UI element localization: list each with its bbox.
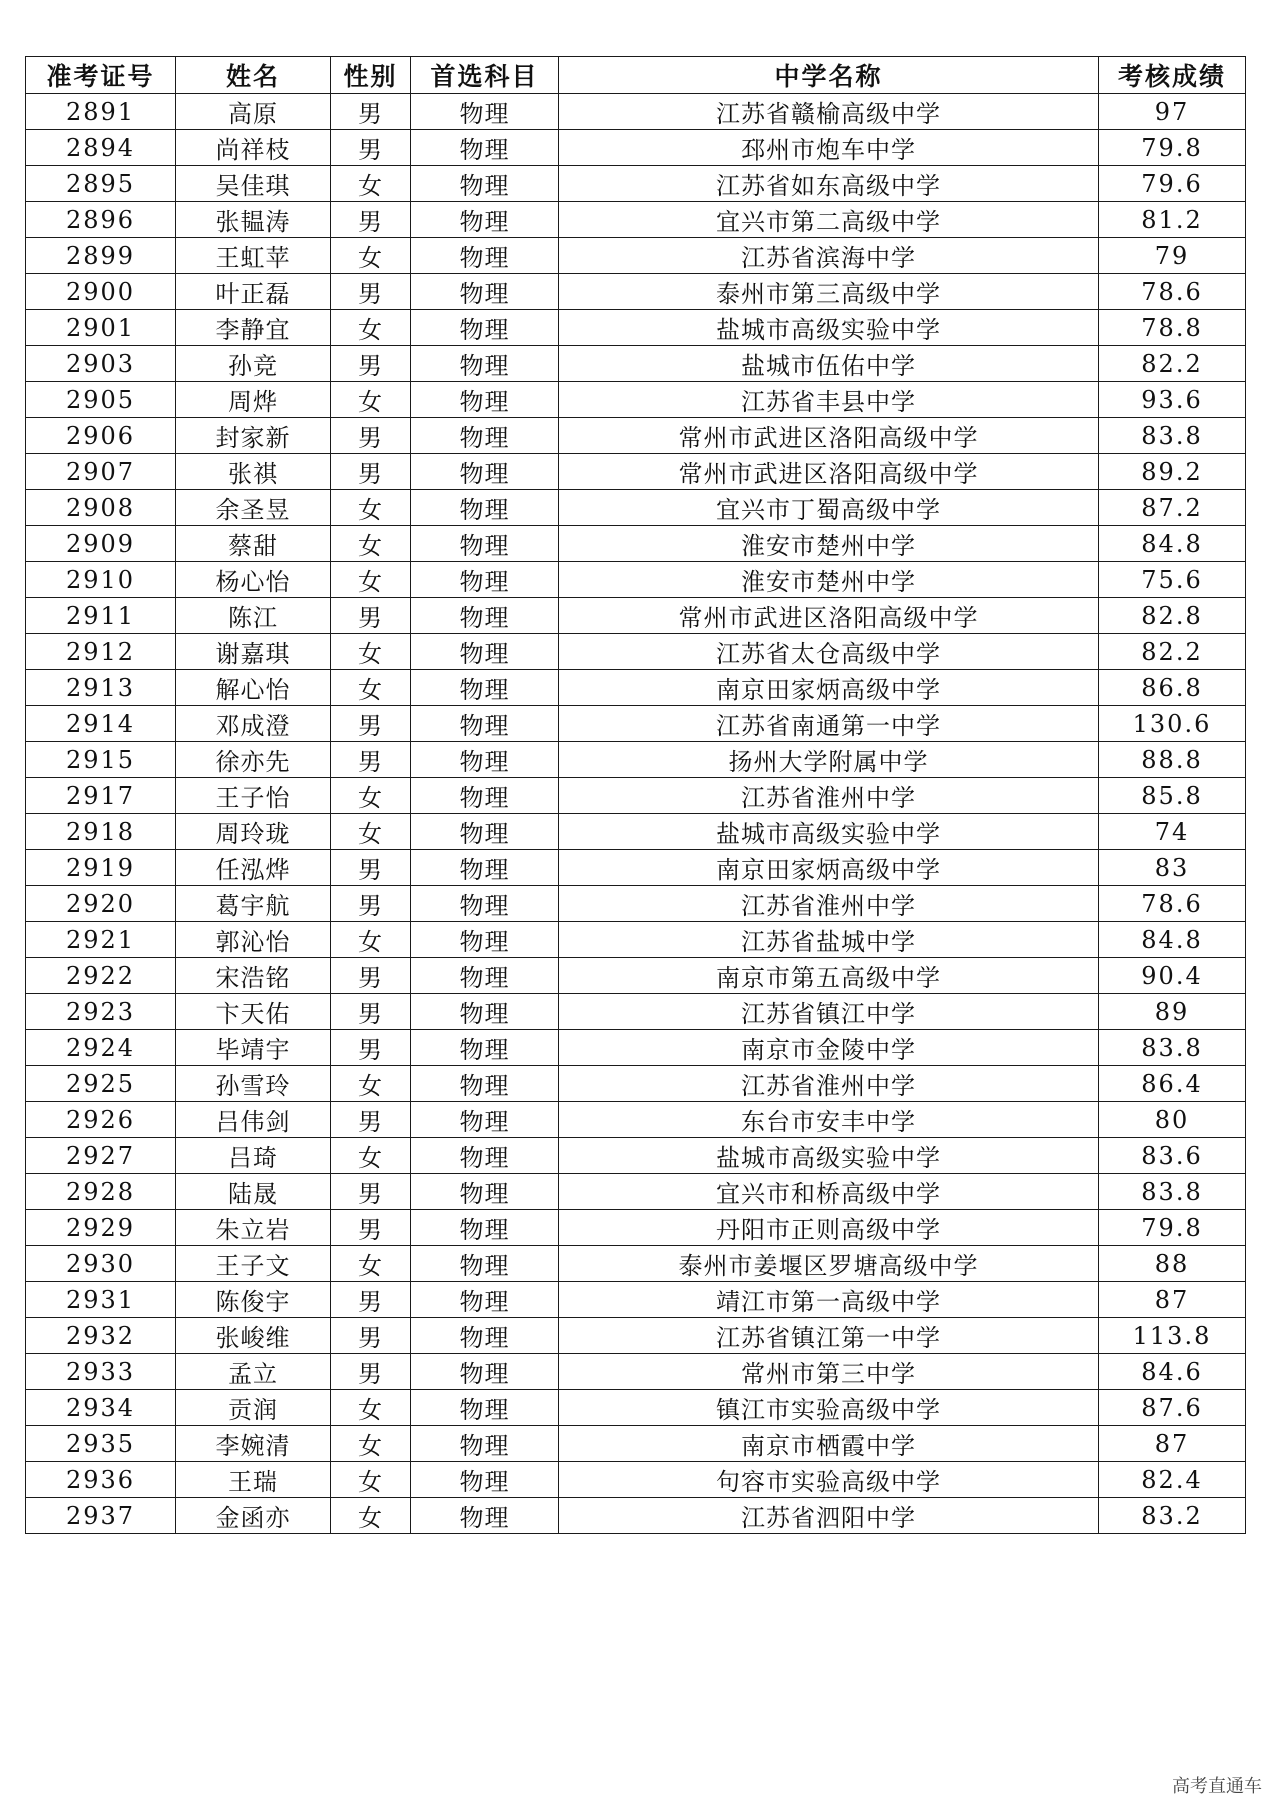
cell-score: 79.6	[1099, 166, 1246, 202]
table-body	[26, 94, 1246, 1534]
cell-gender: 女	[331, 634, 411, 670]
cell-exam-id: 2909	[26, 526, 176, 562]
cell-subject: 物理	[411, 1282, 559, 1318]
cell-exam-id: 2927	[26, 1138, 176, 1174]
cell-score: 86.4	[1099, 1066, 1246, 1102]
cell-name: 封家新	[176, 418, 331, 454]
cell-gender: 女	[331, 814, 411, 850]
cell-name: 朱立岩	[176, 1210, 331, 1246]
cell-score: 89	[1099, 994, 1246, 1030]
cell-name: 尚祥枝	[176, 130, 331, 166]
cell-gender: 男	[331, 274, 411, 310]
cell-exam-id: 2935	[26, 1426, 176, 1462]
table-row	[26, 1390, 1246, 1426]
cell-school: 江苏省淮州中学	[559, 1066, 1099, 1102]
cell-score: 87	[1099, 1282, 1246, 1318]
cell-gender: 女	[331, 526, 411, 562]
cell-name: 李婉清	[176, 1426, 331, 1462]
cell-name: 贡润	[176, 1390, 331, 1426]
cell-gender: 男	[331, 850, 411, 886]
cell-gender: 男	[331, 1174, 411, 1210]
cell-exam-id: 2908	[26, 490, 176, 526]
table-row	[26, 1030, 1246, 1066]
cell-school: 常州市武进区洛阳高级中学	[559, 454, 1099, 490]
cell-subject: 物理	[411, 1390, 559, 1426]
cell-exam-id: 2899	[26, 238, 176, 274]
cell-exam-id: 2910	[26, 562, 176, 598]
cell-gender: 男	[331, 1318, 411, 1354]
cell-exam-id: 2914	[26, 706, 176, 742]
table-row	[26, 274, 1246, 310]
cell-exam-id: 2928	[26, 1174, 176, 1210]
cell-gender: 女	[331, 1066, 411, 1102]
cell-gender: 女	[331, 238, 411, 274]
cell-score: 90.4	[1099, 958, 1246, 994]
cell-subject: 物理	[411, 814, 559, 850]
cell-score: 82.8	[1099, 598, 1246, 634]
cell-exam-id: 2922	[26, 958, 176, 994]
header-name: 姓名	[176, 57, 331, 94]
cell-subject: 物理	[411, 886, 559, 922]
cell-exam-id: 2905	[26, 382, 176, 418]
table-row	[26, 850, 1246, 886]
cell-subject: 物理	[411, 1030, 559, 1066]
cell-school: 丹阳市正则高级中学	[559, 1210, 1099, 1246]
cell-name: 张祺	[176, 454, 331, 490]
cell-exam-id: 2930	[26, 1246, 176, 1282]
cell-subject: 物理	[411, 310, 559, 346]
cell-name: 郭沁怡	[176, 922, 331, 958]
cell-school: 镇江市实验高级中学	[559, 1390, 1099, 1426]
table-row	[26, 1426, 1246, 1462]
cell-gender: 男	[331, 1102, 411, 1138]
cell-subject: 物理	[411, 526, 559, 562]
cell-exam-id: 2936	[26, 1462, 176, 1498]
cell-school: 江苏省盐城中学	[559, 922, 1099, 958]
cell-subject: 物理	[411, 1210, 559, 1246]
cell-name: 张峻维	[176, 1318, 331, 1354]
admission-results-table	[25, 56, 1246, 1534]
cell-exam-id: 2907	[26, 454, 176, 490]
cell-exam-id: 2894	[26, 130, 176, 166]
cell-gender: 男	[331, 418, 411, 454]
cell-school: 南京田家炳高级中学	[559, 850, 1099, 886]
cell-subject: 物理	[411, 274, 559, 310]
cell-subject: 物理	[411, 922, 559, 958]
cell-exam-id: 2918	[26, 814, 176, 850]
cell-gender: 女	[331, 1390, 411, 1426]
cell-exam-id: 2920	[26, 886, 176, 922]
cell-name: 陈俊宇	[176, 1282, 331, 1318]
cell-school: 盐城市伍佑中学	[559, 346, 1099, 382]
header-row	[26, 57, 1246, 94]
cell-name: 孟立	[176, 1354, 331, 1390]
cell-gender: 女	[331, 310, 411, 346]
cell-school: 南京市金陵中学	[559, 1030, 1099, 1066]
cell-subject: 物理	[411, 382, 559, 418]
cell-gender: 女	[331, 1426, 411, 1462]
cell-score: 75.6	[1099, 562, 1246, 598]
cell-exam-id: 2925	[26, 1066, 176, 1102]
cell-gender: 男	[331, 958, 411, 994]
cell-exam-id: 2924	[26, 1030, 176, 1066]
cell-school: 江苏省镇江第一中学	[559, 1318, 1099, 1354]
cell-gender: 男	[331, 130, 411, 166]
cell-score: 81.2	[1099, 202, 1246, 238]
cell-name: 任泓烨	[176, 850, 331, 886]
cell-score: 93.6	[1099, 382, 1246, 418]
cell-school: 南京市栖霞中学	[559, 1426, 1099, 1462]
cell-school: 江苏省泗阳中学	[559, 1498, 1099, 1534]
table-row	[26, 94, 1246, 130]
header-subject: 首选科目	[411, 57, 559, 94]
cell-exam-id: 2937	[26, 1498, 176, 1534]
cell-score: 88	[1099, 1246, 1246, 1282]
cell-name: 李静宜	[176, 310, 331, 346]
header-exam-id: 准考证号	[26, 57, 176, 94]
cell-school: 常州市武进区洛阳高级中学	[559, 418, 1099, 454]
cell-exam-id: 2926	[26, 1102, 176, 1138]
cell-school: 宜兴市和桥高级中学	[559, 1174, 1099, 1210]
cell-exam-id: 2919	[26, 850, 176, 886]
cell-exam-id: 2906	[26, 418, 176, 454]
cell-name: 毕靖宇	[176, 1030, 331, 1066]
watermark-text: 高考直通车	[1172, 1776, 1262, 1797]
cell-gender: 男	[331, 94, 411, 130]
cell-exam-id: 2921	[26, 922, 176, 958]
cell-exam-id: 2933	[26, 1354, 176, 1390]
table-row	[26, 742, 1246, 778]
table-row	[26, 1282, 1246, 1318]
cell-subject: 物理	[411, 1138, 559, 1174]
cell-exam-id: 2901	[26, 310, 176, 346]
table-row	[26, 1354, 1246, 1390]
cell-exam-id: 2900	[26, 274, 176, 310]
cell-gender: 女	[331, 778, 411, 814]
cell-score: 83.8	[1099, 418, 1246, 454]
cell-score: 86.8	[1099, 670, 1246, 706]
table-row	[26, 598, 1246, 634]
cell-subject: 物理	[411, 778, 559, 814]
cell-exam-id: 2903	[26, 346, 176, 382]
cell-school: 江苏省淮州中学	[559, 886, 1099, 922]
table-row	[26, 490, 1246, 526]
cell-exam-id: 2931	[26, 1282, 176, 1318]
cell-gender: 女	[331, 1138, 411, 1174]
cell-score: 82.4	[1099, 1462, 1246, 1498]
cell-school: 常州市武进区洛阳高级中学	[559, 598, 1099, 634]
cell-score: 82.2	[1099, 346, 1246, 382]
cell-score: 84.8	[1099, 526, 1246, 562]
cell-subject: 物理	[411, 1426, 559, 1462]
cell-school: 盐城市高级实验中学	[559, 1138, 1099, 1174]
cell-exam-id: 2929	[26, 1210, 176, 1246]
cell-name: 宋浩铭	[176, 958, 331, 994]
cell-score: 85.8	[1099, 778, 1246, 814]
table-row	[26, 1066, 1246, 1102]
cell-name: 吕琦	[176, 1138, 331, 1174]
cell-subject: 物理	[411, 706, 559, 742]
cell-subject: 物理	[411, 418, 559, 454]
cell-subject: 物理	[411, 742, 559, 778]
cell-school: 扬州大学附属中学	[559, 742, 1099, 778]
cell-gender: 男	[331, 454, 411, 490]
cell-score: 78.8	[1099, 310, 1246, 346]
table-row	[26, 346, 1246, 382]
cell-gender: 女	[331, 922, 411, 958]
cell-school: 江苏省如东高级中学	[559, 166, 1099, 202]
table-row	[26, 1498, 1246, 1534]
cell-subject: 物理	[411, 1174, 559, 1210]
cell-subject: 物理	[411, 850, 559, 886]
cell-gender: 男	[331, 1354, 411, 1390]
cell-name: 孙竞	[176, 346, 331, 382]
table-row	[26, 634, 1246, 670]
cell-exam-id: 2934	[26, 1390, 176, 1426]
table-row	[26, 958, 1246, 994]
cell-name: 葛宇航	[176, 886, 331, 922]
cell-gender: 女	[331, 1498, 411, 1534]
cell-subject: 物理	[411, 166, 559, 202]
table-row	[26, 994, 1246, 1030]
cell-score: 130.6	[1099, 706, 1246, 742]
cell-subject: 物理	[411, 1102, 559, 1138]
cell-name: 王虹苹	[176, 238, 331, 274]
cell-score: 79.8	[1099, 130, 1246, 166]
cell-score: 97	[1099, 94, 1246, 130]
cell-score: 83.6	[1099, 1138, 1246, 1174]
cell-gender: 女	[331, 670, 411, 706]
cell-score: 87	[1099, 1426, 1246, 1462]
cell-name: 王子文	[176, 1246, 331, 1282]
table-row	[26, 778, 1246, 814]
cell-school: 常州市第三中学	[559, 1354, 1099, 1390]
cell-score: 79	[1099, 238, 1246, 274]
cell-exam-id: 2896	[26, 202, 176, 238]
cell-school: 淮安市楚州中学	[559, 562, 1099, 598]
cell-name: 王子怡	[176, 778, 331, 814]
cell-gender: 女	[331, 562, 411, 598]
cell-school: 江苏省淮州中学	[559, 778, 1099, 814]
cell-subject: 物理	[411, 346, 559, 382]
cell-exam-id: 2923	[26, 994, 176, 1030]
cell-name: 张韫涛	[176, 202, 331, 238]
cell-score: 80	[1099, 1102, 1246, 1138]
cell-name: 孙雪玲	[176, 1066, 331, 1102]
cell-gender: 男	[331, 1210, 411, 1246]
table-row	[26, 886, 1246, 922]
cell-name: 蔡甜	[176, 526, 331, 562]
table-row	[26, 166, 1246, 202]
cell-name: 解心怡	[176, 670, 331, 706]
cell-school: 江苏省镇江中学	[559, 994, 1099, 1030]
table-row	[26, 814, 1246, 850]
cell-subject: 物理	[411, 994, 559, 1030]
cell-name: 余圣昱	[176, 490, 331, 526]
cell-school: 宜兴市丁蜀高级中学	[559, 490, 1099, 526]
cell-exam-id: 2913	[26, 670, 176, 706]
table-row	[26, 1210, 1246, 1246]
cell-exam-id: 2932	[26, 1318, 176, 1354]
table-row	[26, 670, 1246, 706]
cell-gender: 男	[331, 1282, 411, 1318]
cell-subject: 物理	[411, 202, 559, 238]
cell-score: 82.2	[1099, 634, 1246, 670]
cell-subject: 物理	[411, 1462, 559, 1498]
cell-school: 江苏省滨海中学	[559, 238, 1099, 274]
cell-subject: 物理	[411, 454, 559, 490]
cell-name: 叶正磊	[176, 274, 331, 310]
cell-name: 吕伟剑	[176, 1102, 331, 1138]
cell-exam-id: 2895	[26, 166, 176, 202]
cell-gender: 男	[331, 346, 411, 382]
table-row	[26, 706, 1246, 742]
cell-school: 靖江市第一高级中学	[559, 1282, 1099, 1318]
cell-score: 88.8	[1099, 742, 1246, 778]
cell-school: 句容市实验高级中学	[559, 1462, 1099, 1498]
cell-subject: 物理	[411, 1246, 559, 1282]
table-row	[26, 310, 1246, 346]
cell-school: 邳州市炮车中学	[559, 130, 1099, 166]
cell-score: 79.8	[1099, 1210, 1246, 1246]
cell-score: 83.8	[1099, 1174, 1246, 1210]
cell-score: 78.6	[1099, 886, 1246, 922]
cell-gender: 女	[331, 1246, 411, 1282]
cell-gender: 男	[331, 598, 411, 634]
table-row	[26, 562, 1246, 598]
cell-gender: 男	[331, 994, 411, 1030]
cell-subject: 物理	[411, 1066, 559, 1102]
cell-gender: 男	[331, 886, 411, 922]
cell-school: 南京田家炳高级中学	[559, 670, 1099, 706]
cell-school: 江苏省丰县中学	[559, 382, 1099, 418]
cell-score: 87.2	[1099, 490, 1246, 526]
cell-name: 邓成澄	[176, 706, 331, 742]
table-row	[26, 382, 1246, 418]
cell-exam-id: 2912	[26, 634, 176, 670]
cell-score: 84.6	[1099, 1354, 1246, 1390]
cell-subject: 物理	[411, 634, 559, 670]
cell-score: 74	[1099, 814, 1246, 850]
cell-subject: 物理	[411, 598, 559, 634]
cell-exam-id: 2915	[26, 742, 176, 778]
table-row	[26, 1246, 1246, 1282]
cell-exam-id: 2891	[26, 94, 176, 130]
cell-exam-id: 2917	[26, 778, 176, 814]
table-row	[26, 1174, 1246, 1210]
cell-name: 周玲珑	[176, 814, 331, 850]
cell-school: 宜兴市第二高级中学	[559, 202, 1099, 238]
cell-subject: 物理	[411, 670, 559, 706]
cell-score: 84.8	[1099, 922, 1246, 958]
cell-score: 89.2	[1099, 454, 1246, 490]
cell-school: 盐城市高级实验中学	[559, 310, 1099, 346]
cell-subject: 物理	[411, 130, 559, 166]
cell-subject: 物理	[411, 1318, 559, 1354]
cell-name: 杨心怡	[176, 562, 331, 598]
table-row	[26, 130, 1246, 166]
cell-gender: 男	[331, 742, 411, 778]
cell-subject: 物理	[411, 958, 559, 994]
table-row	[26, 238, 1246, 274]
header-school: 中学名称	[559, 57, 1099, 94]
table-row	[26, 202, 1246, 238]
cell-gender: 女	[331, 1462, 411, 1498]
cell-name: 陆晟	[176, 1174, 331, 1210]
cell-gender: 女	[331, 382, 411, 418]
header-score: 考核成绩	[1099, 57, 1246, 94]
cell-name: 金函亦	[176, 1498, 331, 1534]
cell-score: 113.8	[1099, 1318, 1246, 1354]
cell-school: 泰州市第三高级中学	[559, 274, 1099, 310]
cell-name: 陈江	[176, 598, 331, 634]
cell-score: 78.6	[1099, 274, 1246, 310]
header-gender: 性别	[331, 57, 411, 94]
cell-score: 83.8	[1099, 1030, 1246, 1066]
cell-subject: 物理	[411, 1354, 559, 1390]
cell-score: 83.2	[1099, 1498, 1246, 1534]
table-row	[26, 418, 1246, 454]
cell-school: 淮安市楚州中学	[559, 526, 1099, 562]
cell-subject: 物理	[411, 238, 559, 274]
cell-name: 吴佳琪	[176, 166, 331, 202]
cell-name: 周烨	[176, 382, 331, 418]
table-row	[26, 526, 1246, 562]
table-row	[26, 922, 1246, 958]
cell-exam-id: 2911	[26, 598, 176, 634]
cell-gender: 男	[331, 1030, 411, 1066]
table-row	[26, 1138, 1246, 1174]
cell-name: 卞天佑	[176, 994, 331, 1030]
cell-name: 王瑞	[176, 1462, 331, 1498]
cell-name: 高原	[176, 94, 331, 130]
cell-school: 南京市第五高级中学	[559, 958, 1099, 994]
cell-subject: 物理	[411, 1498, 559, 1534]
cell-subject: 物理	[411, 490, 559, 526]
table-row	[26, 1102, 1246, 1138]
table-row	[26, 454, 1246, 490]
cell-score: 83	[1099, 850, 1246, 886]
cell-subject: 物理	[411, 94, 559, 130]
cell-school: 盐城市高级实验中学	[559, 814, 1099, 850]
cell-school: 江苏省太仓高级中学	[559, 634, 1099, 670]
cell-name: 徐亦先	[176, 742, 331, 778]
cell-school: 东台市安丰中学	[559, 1102, 1099, 1138]
cell-gender: 男	[331, 706, 411, 742]
cell-subject: 物理	[411, 562, 559, 598]
table-row	[26, 1462, 1246, 1498]
cell-school: 泰州市姜堰区罗塘高级中学	[559, 1246, 1099, 1282]
cell-gender: 女	[331, 166, 411, 202]
cell-name: 谢嘉琪	[176, 634, 331, 670]
cell-school: 江苏省赣榆高级中学	[559, 94, 1099, 130]
table-row	[26, 1318, 1246, 1354]
cell-school: 江苏省南通第一中学	[559, 706, 1099, 742]
cell-gender: 女	[331, 490, 411, 526]
cell-score: 87.6	[1099, 1390, 1246, 1426]
cell-gender: 男	[331, 202, 411, 238]
